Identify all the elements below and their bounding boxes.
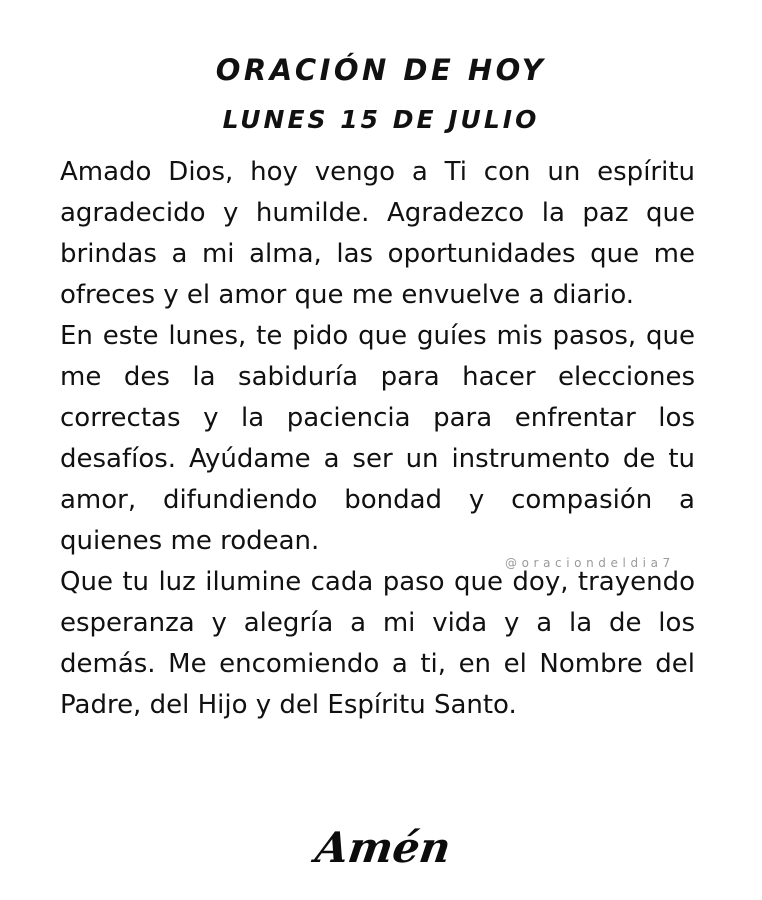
- prayer-title: ORACIÓN DE HOY: [215, 53, 547, 87]
- prayer-paragraph-2: En este lunes, te pido que guíes mis pasos, que me des la sabiduría para hacer elecciones correctas y la paciencia para enfrentar los desafíos. Ayúdame a ser un instrumento de tu amor, difundiendo bondad y compasión a quienes me rodean.: [60, 321, 695, 556]
- watermark-handle: @oraciondeldia7: [505, 556, 675, 570]
- amen-signoff: Amén: [312, 823, 454, 872]
- prayer-paragraph-1: Amado Dios, hoy vengo a Ti con un espíritu agradecido y humilde. Agradezco la paz que brindas a mi alma, las oportunidades que me ofreces y el amor que me envuelve a diario.: [60, 157, 695, 310]
- prayer-body: [60, 152, 695, 726]
- prayer-paragraph-3: Que tu luz ilumine cada paso que doy, trayendo esperanza y alegría a mi vida y a la de los demás. Me encomiendo a ti, en el Nombre del Padre, del Hijo y del Espíritu Santo.: [60, 567, 695, 720]
- prayer-date: LUNES 15 DE JULIO: [222, 105, 540, 134]
